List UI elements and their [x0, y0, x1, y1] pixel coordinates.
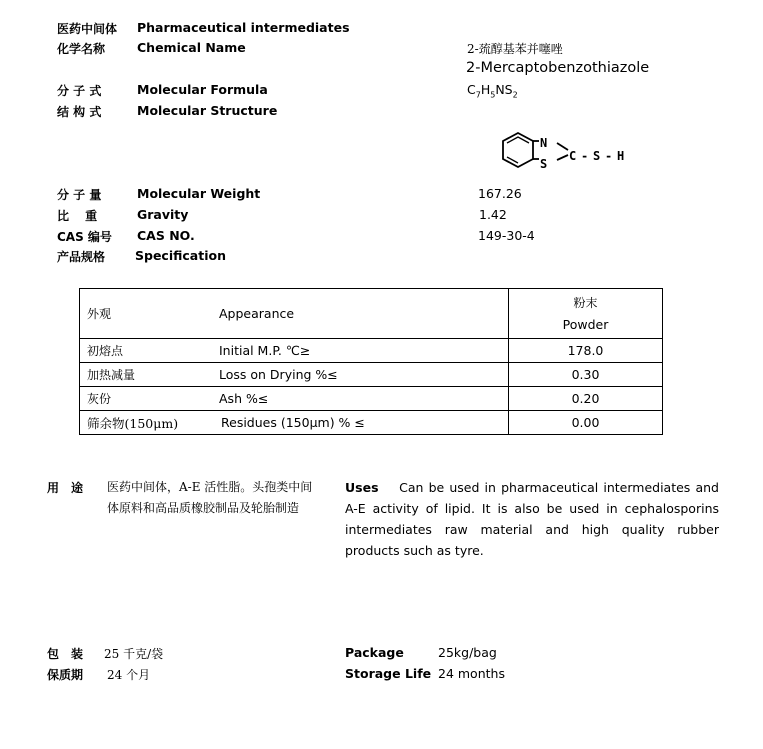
row-label-cn: 灰份: [80, 387, 216, 411]
spec-label-en: Specification: [135, 248, 226, 263]
row-label-cn: 加热减量: [80, 363, 216, 387]
uses-text-cn: 医药中间体，A-E 活性脂。头孢类中间体原料和高品质橡胶制品及轮胎制造: [107, 480, 313, 515]
row-value-cn: 粉末: [573, 295, 598, 310]
cas-label-cn: CAS 编号: [57, 230, 112, 244]
row-label-en: Loss on Drying %≤: [215, 363, 509, 387]
molecular-structure-drawing: [498, 130, 633, 176]
table-row: [80, 289, 663, 339]
row-label-cn: 外观: [80, 289, 216, 339]
row-value: 178.0: [509, 339, 663, 363]
package-label-cn: 包 装: [47, 647, 84, 661]
cas-label-en: CAS NO.: [137, 228, 195, 243]
uses-text-en: Can be used in pharmaceutical intermediates and A-E activity of lipid. It is also be used in cephalosporins intermediates raw material and high quality rubber products such as tyre.: [345, 480, 719, 558]
row-value: 0.20: [509, 387, 663, 411]
row-value: 0.30: [509, 363, 663, 387]
formula-label-cn: 分 子 式: [57, 84, 102, 98]
specification-table: [79, 288, 663, 435]
storage-label-cn: 保质期: [47, 668, 84, 682]
row-value: [509, 289, 663, 339]
formula-label-en: Molecular Formula: [137, 82, 268, 97]
gravity-value: 1.42: [479, 207, 507, 222]
table-row: [80, 387, 663, 411]
weight-value: 167.26: [478, 186, 522, 201]
structure-label-en: Molecular Structure: [137, 103, 278, 118]
chemical-name-value-en: 2-Mercaptobenzothiazole: [466, 60, 650, 76]
storage-label-en: Storage Life: [345, 666, 432, 681]
storage-value-cn: 24 个月: [107, 668, 151, 682]
package-value-en: 25kg/bag: [438, 645, 497, 660]
spec-label-cn: 产品规格: [57, 250, 106, 264]
category-label-en: Pharmaceutical intermediates: [137, 20, 350, 35]
row-label-en: Ash %≤: [215, 387, 509, 411]
bond-dash-1: -: [581, 149, 589, 163]
row-label-en: Appearance: [215, 289, 509, 339]
gravity-label-en: Gravity: [137, 207, 189, 222]
row-label-cn: 初熔点: [80, 339, 216, 363]
weight-label-cn: 分 子 量: [57, 188, 102, 202]
gravity-label-cn: 比 重: [57, 209, 98, 223]
sulfur-atom-thiol: S: [593, 149, 601, 163]
row-value: 0.00: [509, 411, 663, 435]
bond-dash-2: -: [605, 149, 613, 163]
carbon-atom: C: [569, 149, 577, 163]
package-value-cn: 25 千克/袋: [104, 647, 164, 661]
formula-value: $C_7H_5NS_2$: [467, 82, 518, 100]
category-label-cn: 医药中间体: [57, 22, 118, 36]
row-label-en: Initial M.P. ℃≥: [215, 339, 509, 363]
weight-label-en: Molecular Weight: [137, 186, 261, 201]
table-row: [80, 363, 663, 387]
hydrogen-atom: H: [617, 149, 625, 163]
uses-label-en: Uses: [345, 480, 379, 495]
table-row: [80, 339, 663, 363]
uses-label-cn: 用 途: [47, 481, 84, 495]
row-label-cn: 筛余物(150μm): [80, 411, 216, 435]
table-row: [80, 411, 663, 435]
uses-block-en: [345, 477, 719, 561]
row-label-en: Residues (150μm) % ≤: [215, 411, 509, 435]
chemical-name-label-cn: 化学名称: [57, 42, 106, 56]
nitrogen-atom: N: [540, 136, 548, 150]
storage-value-en: 24 months: [438, 666, 505, 681]
chemical-name-value-cn: 2-巯醇基苯并噻唑: [467, 42, 563, 56]
structure-label-cn: 结 构 式: [57, 105, 102, 119]
row-value-en: Powder: [562, 316, 609, 332]
cas-value: 149-30-4: [478, 228, 535, 243]
package-label-en: Package: [345, 645, 404, 660]
sulfur-atom-ring: S: [540, 157, 548, 171]
chemical-name-label-en: Chemical Name: [137, 40, 246, 55]
